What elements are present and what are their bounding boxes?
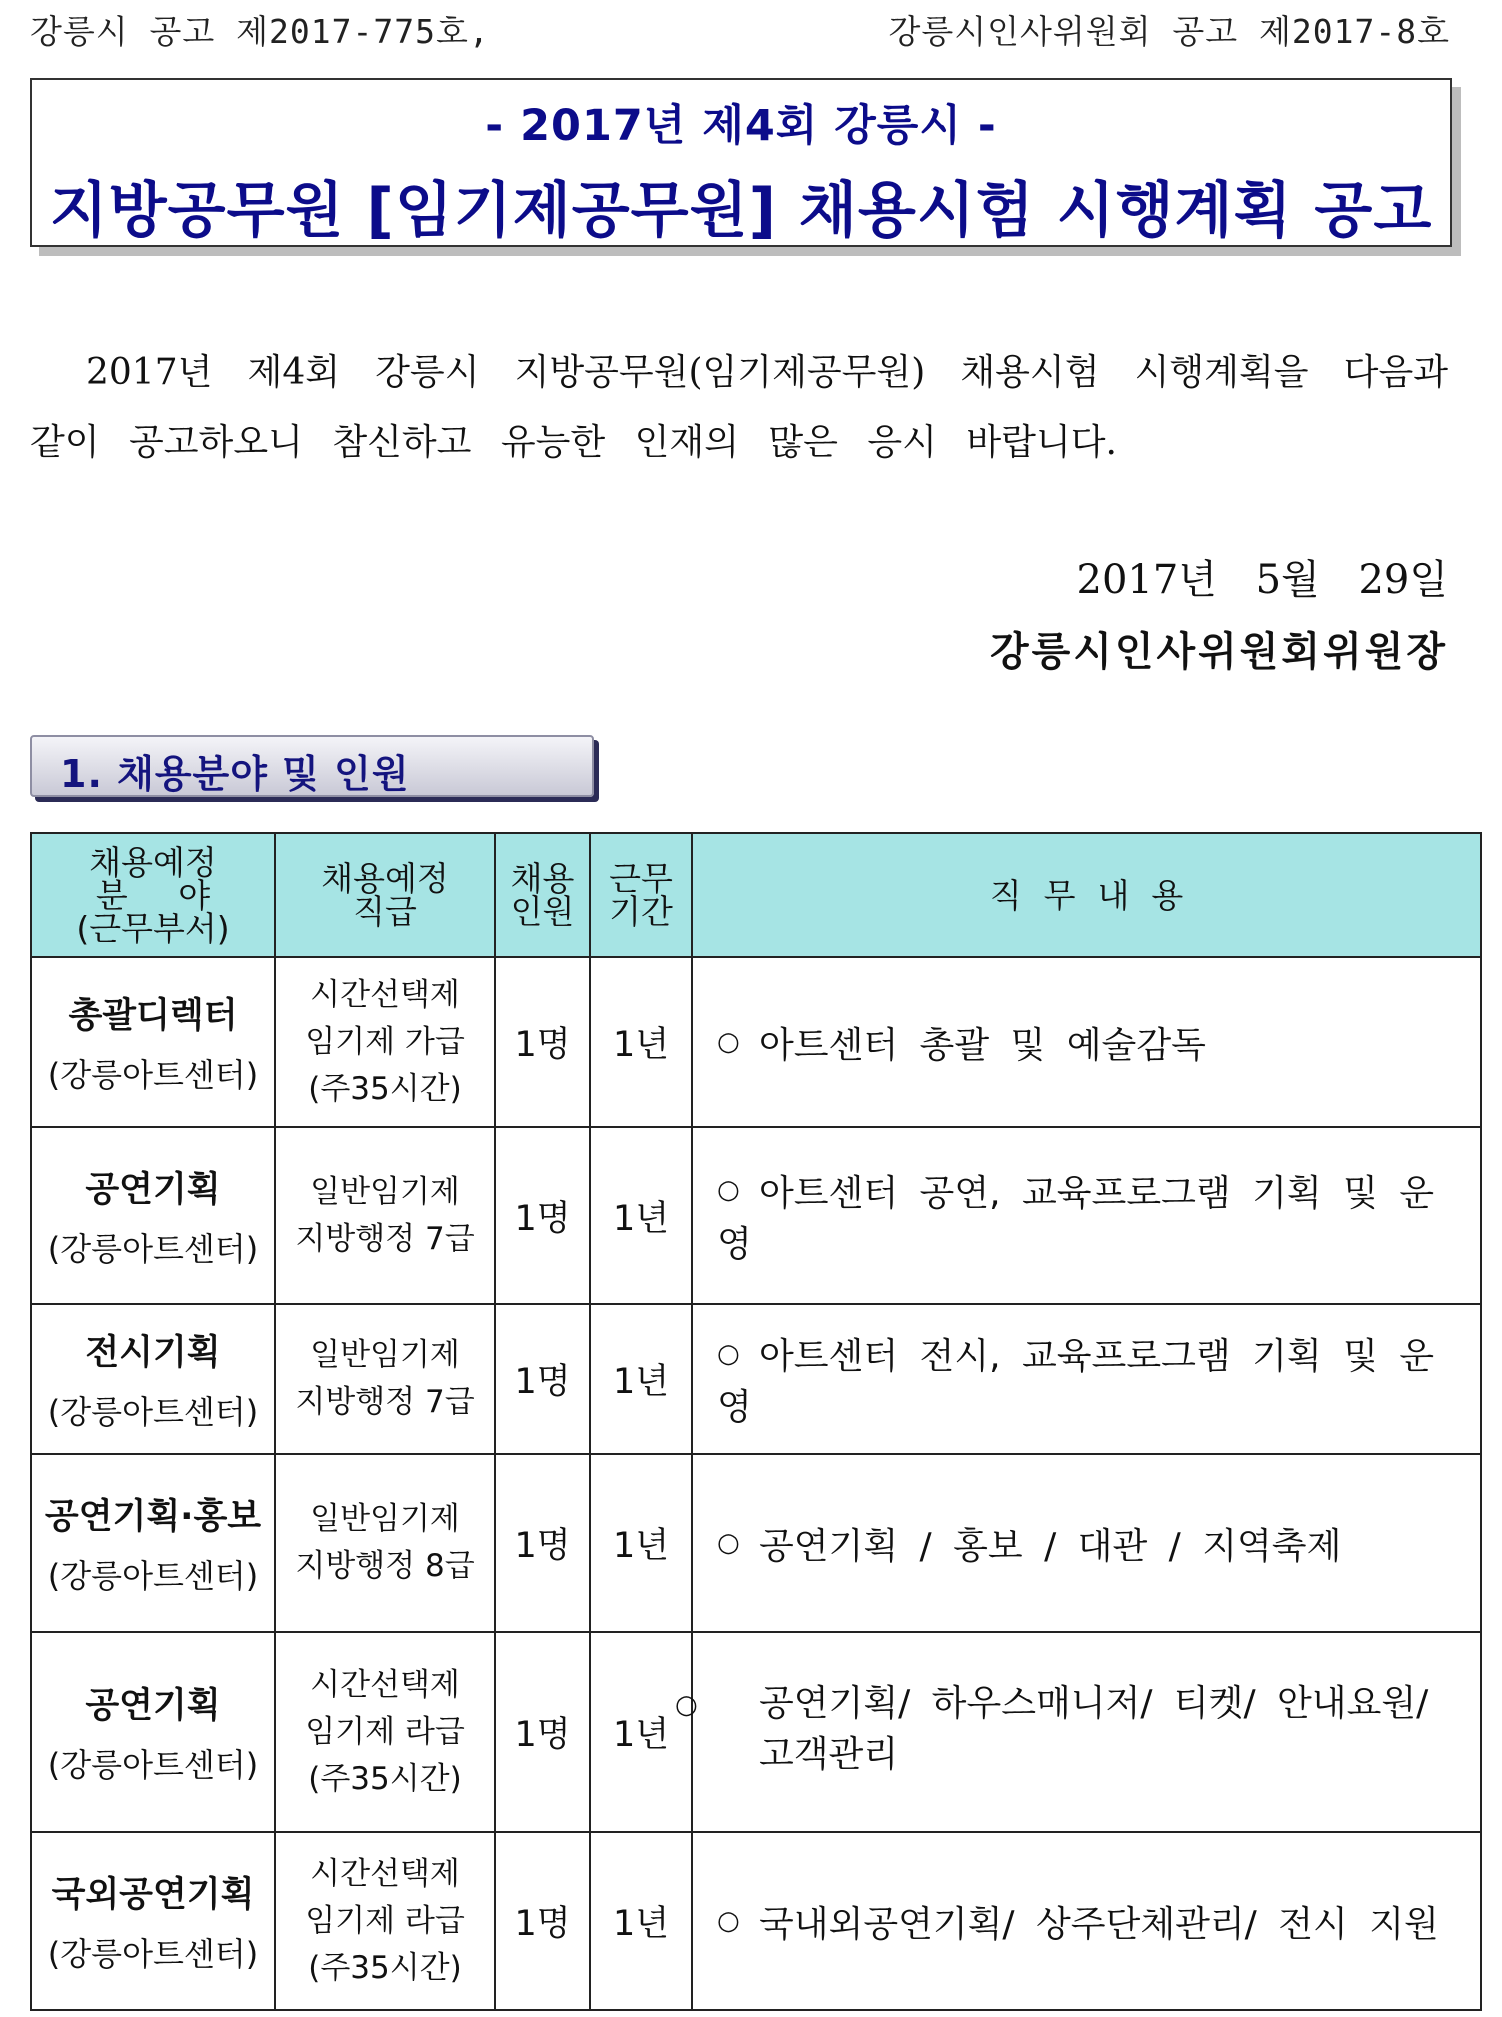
table-row — [31, 1127, 1481, 1304]
period-cell: 1년 — [590, 1127, 692, 1304]
notice-numbers — [30, 6, 1450, 50]
grade-cell: 시간선택제 임기제 라급 (주35시간) — [275, 1632, 495, 1832]
count-cell: 1명 — [495, 1127, 590, 1304]
duty-cell: ○ 국내외공연기획/ 상주단체관리/ 전시 지원 — [692, 1832, 1481, 2010]
field-cell — [31, 1127, 275, 1304]
field-dept: (강릉아트센터) — [47, 1056, 259, 1094]
duty-cell: ○ 아트센터 공연, 교육프로그램 기획 및 운영 — [692, 1127, 1481, 1304]
header-period: 근무 기간 — [590, 833, 692, 957]
field-name: 공연기획·홍보 — [44, 1497, 262, 1537]
period-cell: 1년 — [590, 1454, 692, 1632]
field-name: 공연기획 — [85, 1169, 221, 1210]
table-row — [31, 1832, 1481, 2010]
section-title: 1. 채용분야 및 인원 — [60, 752, 410, 796]
count-cell: 1명 — [495, 1632, 590, 1832]
count-cell: 1명 — [495, 957, 590, 1127]
bullet-icon: ○ — [717, 1338, 740, 1369]
field-dept: (강릉아트센터) — [47, 1557, 259, 1595]
committee-notice-number: 강릉시인사위원회 공고 제2017-8호 — [888, 12, 1450, 51]
field-name: 전시기획 — [85, 1333, 221, 1373]
period-cell: 1년 — [590, 957, 692, 1127]
bullet-icon: ○ — [717, 1528, 740, 1558]
grade-cell: 시간선택제 임기제 라급 (주35시간) — [275, 1832, 495, 2010]
field-dept: (강릉아트센터) — [47, 1935, 259, 1973]
table-row — [31, 1454, 1481, 1632]
section-header-1 — [30, 735, 594, 797]
title-subtitle: - 2017년 제4회 강릉시 - — [485, 101, 997, 151]
period-cell: 1년 — [590, 1304, 692, 1454]
table-row — [31, 957, 1481, 1127]
field-dept: (강릉아트센터) — [47, 1393, 259, 1431]
grade-cell: 시간선택제 임기제 가급 (주35시간) — [275, 957, 495, 1127]
field-cell — [31, 957, 275, 1127]
field-cell — [31, 1304, 275, 1454]
period-cell: 1년 — [590, 1832, 692, 2010]
field-cell — [31, 1832, 275, 2010]
field-dept: (강릉아트센터) — [47, 1229, 259, 1268]
header-grade: 채용예정 직급 — [275, 833, 495, 957]
bullet-icon: ○ — [675, 1690, 698, 1720]
city-notice-number: 강릉시 공고 제2017-775호, — [30, 12, 490, 51]
intro-line-1: 2017년 제4회 강릉시 지방공무원(임기제공무원) 채용시험 시행계획을 — [86, 352, 1309, 393]
duty-cell: ○ 아트센터 총괄 및 예술감독 — [692, 957, 1481, 1127]
count-cell: 1명 — [495, 1832, 590, 2010]
header-count: 채용 인원 — [495, 833, 590, 957]
bullet-icon: ○ — [717, 1175, 740, 1205]
count-cell: 1명 — [495, 1454, 590, 1632]
table-header-row — [31, 833, 1481, 957]
header-duty: 직무내용 — [692, 833, 1481, 957]
grade-cell: 일반임기제 지방행정 8급 — [275, 1454, 495, 1632]
recruitment-table — [30, 832, 1482, 2011]
notice-date: 2017년 5월 29일 — [1076, 557, 1448, 603]
intro-paragraph — [30, 338, 1448, 478]
field-cell — [31, 1454, 275, 1632]
page-title: 지방공무원 [임기제공무원] 채용시험 시행계획 공고 — [49, 176, 1433, 246]
table-row — [31, 1632, 1481, 1832]
grade-cell: 일반임기제 지방행정 7급 — [275, 1127, 495, 1304]
grade-cell: 일반임기제 지방행정 7급 — [275, 1304, 495, 1454]
field-cell — [31, 1632, 275, 1832]
field-name: 국외공연기획 — [51, 1875, 255, 1915]
title-box — [30, 78, 1452, 247]
field-dept: (강릉아트센터) — [47, 1746, 259, 1784]
field-name: 총괄디렉터 — [68, 996, 238, 1036]
duty-cell: ○ 공연기획 / 홍보 / 대관 / 지역축제 — [692, 1454, 1481, 1632]
count-cell: 1명 — [495, 1304, 590, 1454]
signer: 강릉시인사위원회위원장 — [989, 628, 1448, 675]
header-field: 채용예정 분 야 (근무부서) — [31, 833, 275, 957]
period-cell: 1년 — [590, 1632, 692, 1832]
bullet-icon: ○ — [717, 1027, 740, 1057]
duty-cell: ○ 공연기획/ 하우스매니저/ 티켓/ 안내요원/ 고객관리 — [692, 1632, 1481, 1832]
duty-cell: ○ 아트센터 전시, 교육프로그램 기획 및 운영 — [692, 1304, 1481, 1454]
intro-line-2: 다음과 같이 공고하오니 참신하고 유능한 인재의 많은 응시 바랍니다. — [30, 352, 1448, 463]
bullet-icon: ○ — [717, 1906, 740, 1936]
field-name: 공연기획 — [85, 1686, 221, 1726]
table-row — [31, 1304, 1481, 1454]
